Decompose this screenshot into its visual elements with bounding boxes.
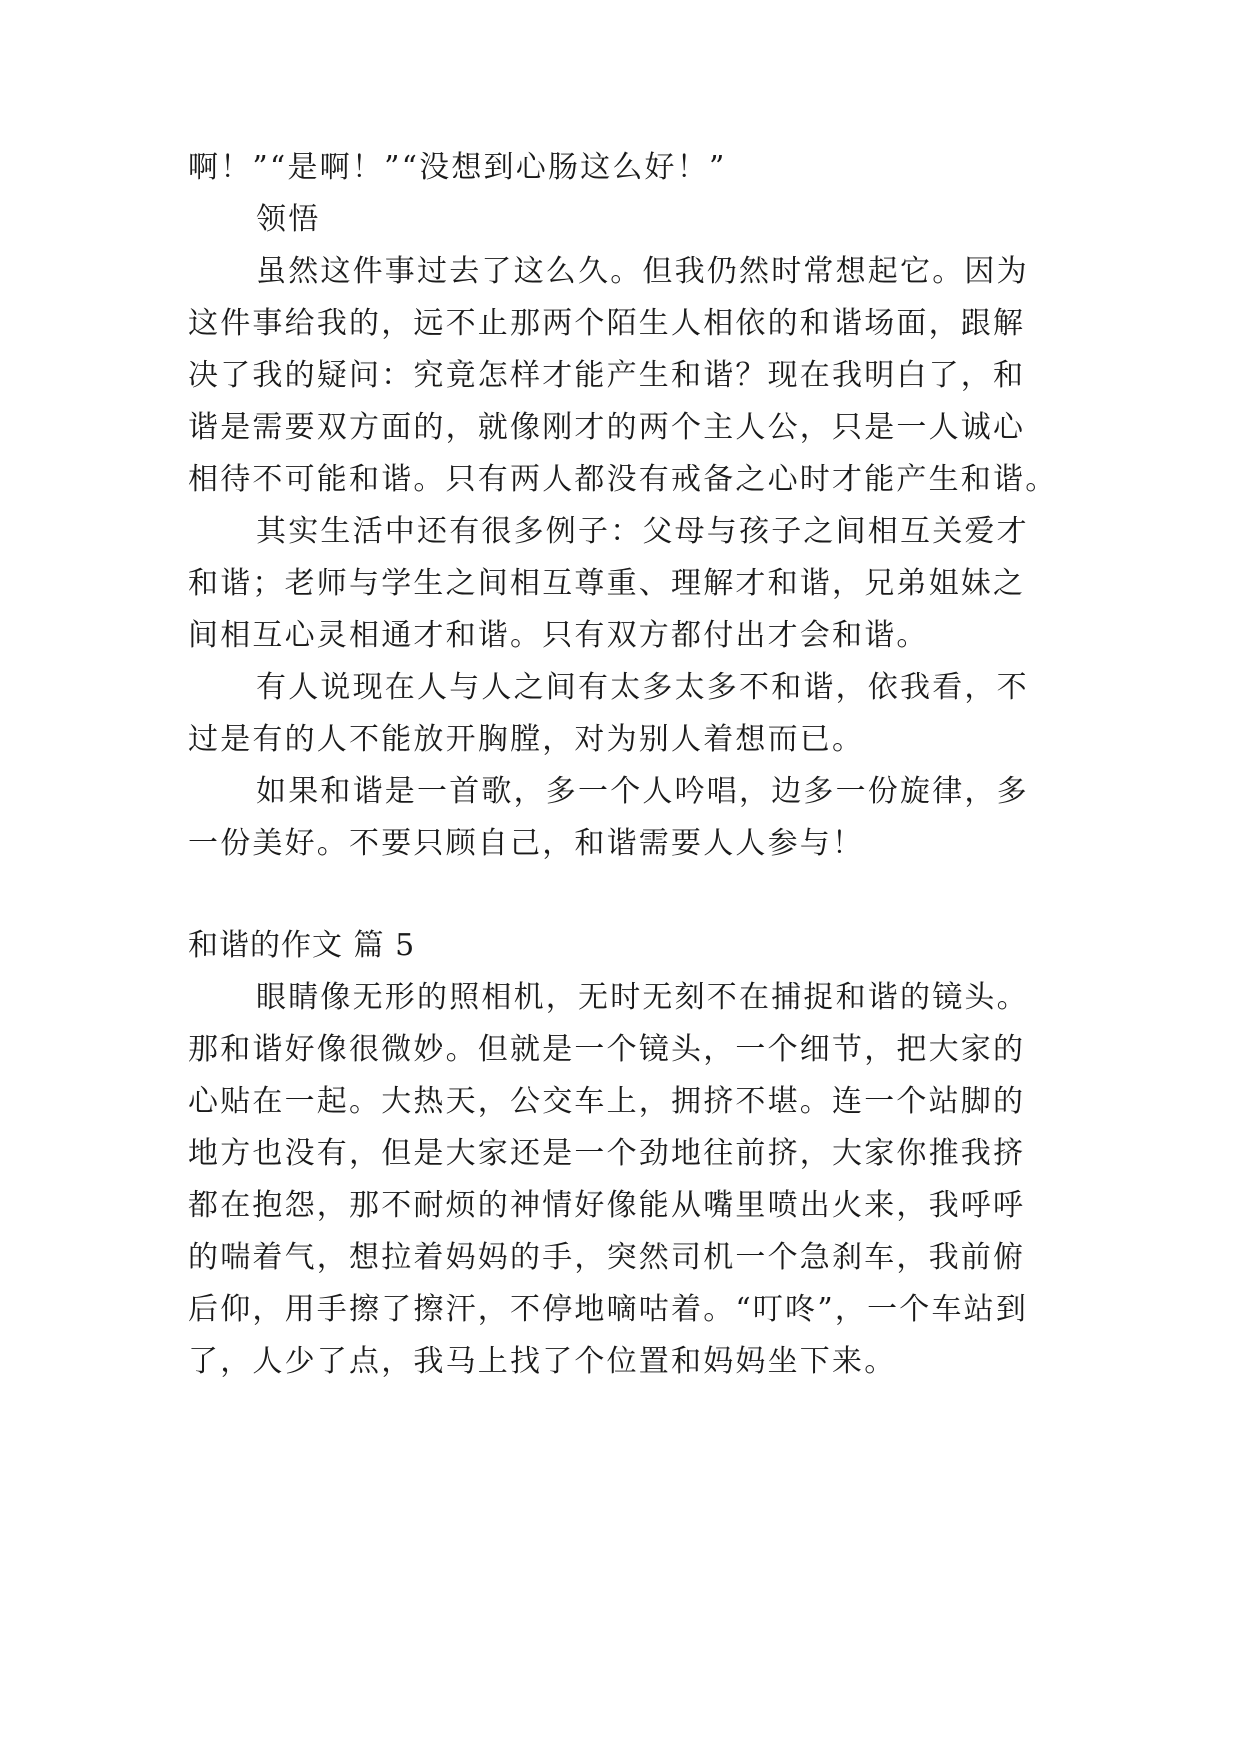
section-title: 和谐的作文 篇 5: [188, 928, 416, 963]
paragraph-line: 其实生活中还有很多例子：父母与孩子之间相互关爱才: [256, 514, 1029, 549]
paragraph-line: 这件事给我的，远不止那两个陌生人相依的和谐场面，跟解: [188, 306, 1026, 341]
paragraph-line: 都在抱怨，那不耐烦的神情好像能从嘴里喷出火来，我呼呼: [188, 1188, 1026, 1223]
paragraph-line: 相待不可能和谐。只有两人都没有戒备之心时才能产生和谐。: [188, 462, 1058, 497]
paragraph-line: 心贴在一起。大热天，公交车上，拥挤不堪。连一个站脚的: [188, 1084, 1026, 1119]
paragraph-line: 决了我的疑问：究竟怎样才能产生和谐？现在我明白了，和: [188, 358, 1026, 393]
paragraph-line: 间相互心灵相通才和谐。只有双方都付出才会和谐。: [188, 618, 929, 653]
paragraph-line: 谐是需要双方面的，就像刚才的两个主人公，只是一人诚心: [188, 410, 1026, 445]
paragraph-line: 后仰，用手擦了擦汗，不停地嘀咕着。“叮咚”，一个车站到: [188, 1292, 1029, 1327]
paragraph-line: 啊！”“是啊！”“没想到心肠这么好！”: [188, 150, 727, 185]
paragraph-line: 地方也没有，但是大家还是一个劲地往前挤，大家你推我挤: [188, 1136, 1026, 1171]
paragraph-line: 过是有的人不能放开胸膛，对为别人着想而已。: [188, 722, 865, 757]
paragraph-line: 一份美好。不要只顾自己，和谐需要人人参与！: [188, 826, 865, 861]
paragraph-line: 的喘着气，想拉着妈妈的手，突然司机一个急刹车，我前俯: [188, 1240, 1026, 1275]
paragraph-line: 了，人少了点，我马上找了个位置和妈妈坐下来。: [188, 1344, 897, 1379]
paragraph-line: 和谐；老师与学生之间相互尊重、理解才和谐，兄弟姐妹之: [188, 566, 1026, 601]
paragraph-line: 虽然这件事过去了这么久。但我仍然时常想起它。因为: [256, 254, 1029, 289]
subheading-lingwu: 领悟: [256, 202, 321, 237]
paragraph-line: 那和谐好像很微妙。但就是一个镜头，一个细节，把大家的: [188, 1032, 1026, 1067]
paragraph-line: 如果和谐是一首歌，多一个人吟唱，边多一份旋律，多: [256, 774, 1029, 809]
paragraph-line: 眼睛像无形的照相机，无时无刻不在捕捉和谐的镜头。: [256, 980, 1029, 1015]
paragraph-line: 有人说现在人与人之间有太多太多不和谐，依我看，不: [256, 670, 1029, 705]
